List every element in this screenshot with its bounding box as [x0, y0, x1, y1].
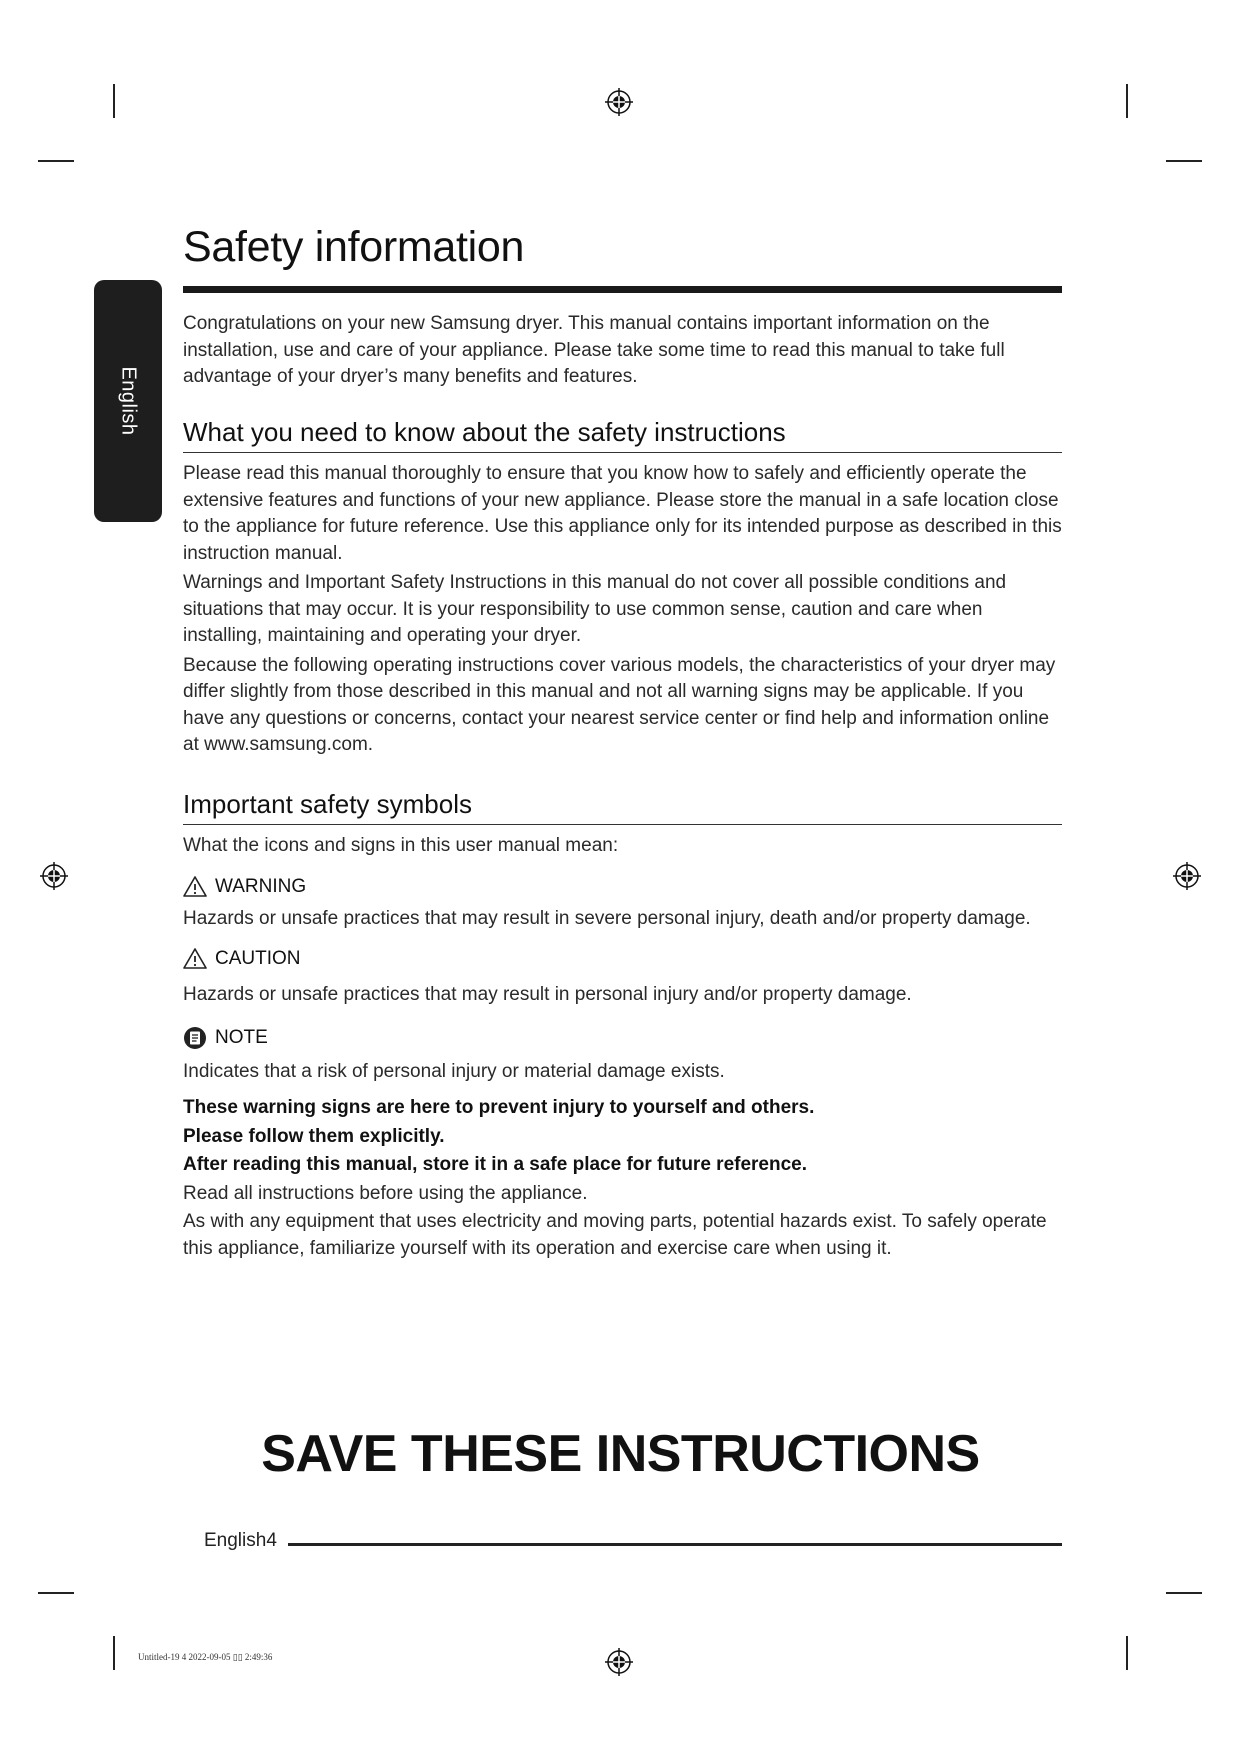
- bold-line-1: These warning signs are here to prevent injury to yourself and others.: [183, 1097, 815, 1118]
- crop-mark: [1166, 1592, 1202, 1594]
- caution-description: Hazards or unsafe practices that may result in personal injury and/or property damage.: [183, 984, 912, 1005]
- warning-symbol-row: [183, 874, 1062, 900]
- registration-mark-icon: [605, 1648, 633, 1676]
- title-rule: [183, 286, 1062, 293]
- footer-page-label: English4: [204, 1530, 277, 1551]
- crop-mark: [1126, 1636, 1128, 1670]
- section-rule: [183, 452, 1062, 454]
- print-imprint: Untitled-19 4 2022-09-05 ▯▯ 2:49:36: [138, 1652, 273, 1662]
- crop-mark: [113, 1636, 115, 1670]
- know-paragraph-2: Warnings and Important Safety Instructions in this manual do not cover all possible conditions and situations that may occur. It is your responsibility to use common sense, caution and care when installing, maintaining and operating your dryer.: [183, 572, 1007, 646]
- note-symbol-row: [183, 1025, 1062, 1051]
- closing-paragraph-1: Read all instructions before using the appliance.: [183, 1182, 588, 1204]
- section-heading-symbols: Important safety symbols: [183, 788, 472, 819]
- caution-symbol-row: [183, 946, 1062, 972]
- caution-triangle-icon: [183, 947, 207, 971]
- crop-mark: [1126, 84, 1128, 118]
- bold-line-3: After reading this manual, store it in a safe place for future reference.: [183, 1154, 808, 1175]
- warning-label: WARNING: [215, 875, 307, 897]
- page-title: Safety information: [183, 223, 525, 271]
- section-heading-know: What you need to know about the safety instructions: [183, 416, 786, 447]
- footer-rule: [288, 1543, 1062, 1546]
- registration-mark-icon: [605, 88, 633, 116]
- symbols-intro: What the icons and signs in this user manual mean:: [183, 835, 619, 856]
- caution-label: CAUTION: [215, 948, 301, 969]
- intro-paragraph: Congratulations on your new Samsung dryer. This manual contains important information on the installation, use and care of your appliance. Please take some time to read this manual to take full advantage of your dryer’s many benefits and features.: [183, 313, 1005, 387]
- crop-mark: [1166, 160, 1202, 162]
- language-side-tab: [94, 280, 162, 522]
- note-label: NOTE: [215, 1026, 268, 1048]
- crop-mark: [113, 84, 115, 118]
- crop-mark: [38, 1592, 74, 1594]
- save-instructions-banner: SAVE THESE INSTRUCTIONS: [261, 1425, 980, 1483]
- note-icon: [183, 1026, 207, 1050]
- know-paragraph-3: Because the following operating instructions cover various models, the characteristics of your dryer may differ slightly from those described in this manual and not all warning signs may be applicable. If you have any questions or concerns, contact your nearest service center or find help and information online at www.samsung.com.: [183, 654, 1056, 755]
- registration-mark-icon: [40, 862, 68, 890]
- bold-line-2: Please follow them explicitly.: [183, 1125, 445, 1147]
- warning-description: Hazards or unsafe practices that may result in severe personal injury, death and/or property damage.: [183, 907, 1031, 929]
- closing-paragraph-2: As with any equipment that uses electricity and moving parts, potential hazards exist. To safely operate this appliance, familiarize yourself with its operation and exercise care when using it.: [183, 1211, 1047, 1259]
- main-content: [183, 220, 1062, 1262]
- crop-mark: [38, 160, 74, 162]
- know-paragraph-1: Please read this manual thoroughly to ensure that you know how to safely and efficiently operate the extensive features and functions of your new appliance. Please store the manual in a safe location close to the appliance for future reference. Use this appliance only for its intended purpose as described in this instruction manual.: [183, 463, 1062, 564]
- registration-mark-icon: [1173, 862, 1201, 890]
- section-rule: [183, 824, 1062, 826]
- language-side-tab-label: English: [117, 366, 140, 436]
- warning-triangle-icon: [183, 875, 207, 899]
- note-description: Indicates that a risk of personal injury or material damage exists.: [183, 1060, 725, 1082]
